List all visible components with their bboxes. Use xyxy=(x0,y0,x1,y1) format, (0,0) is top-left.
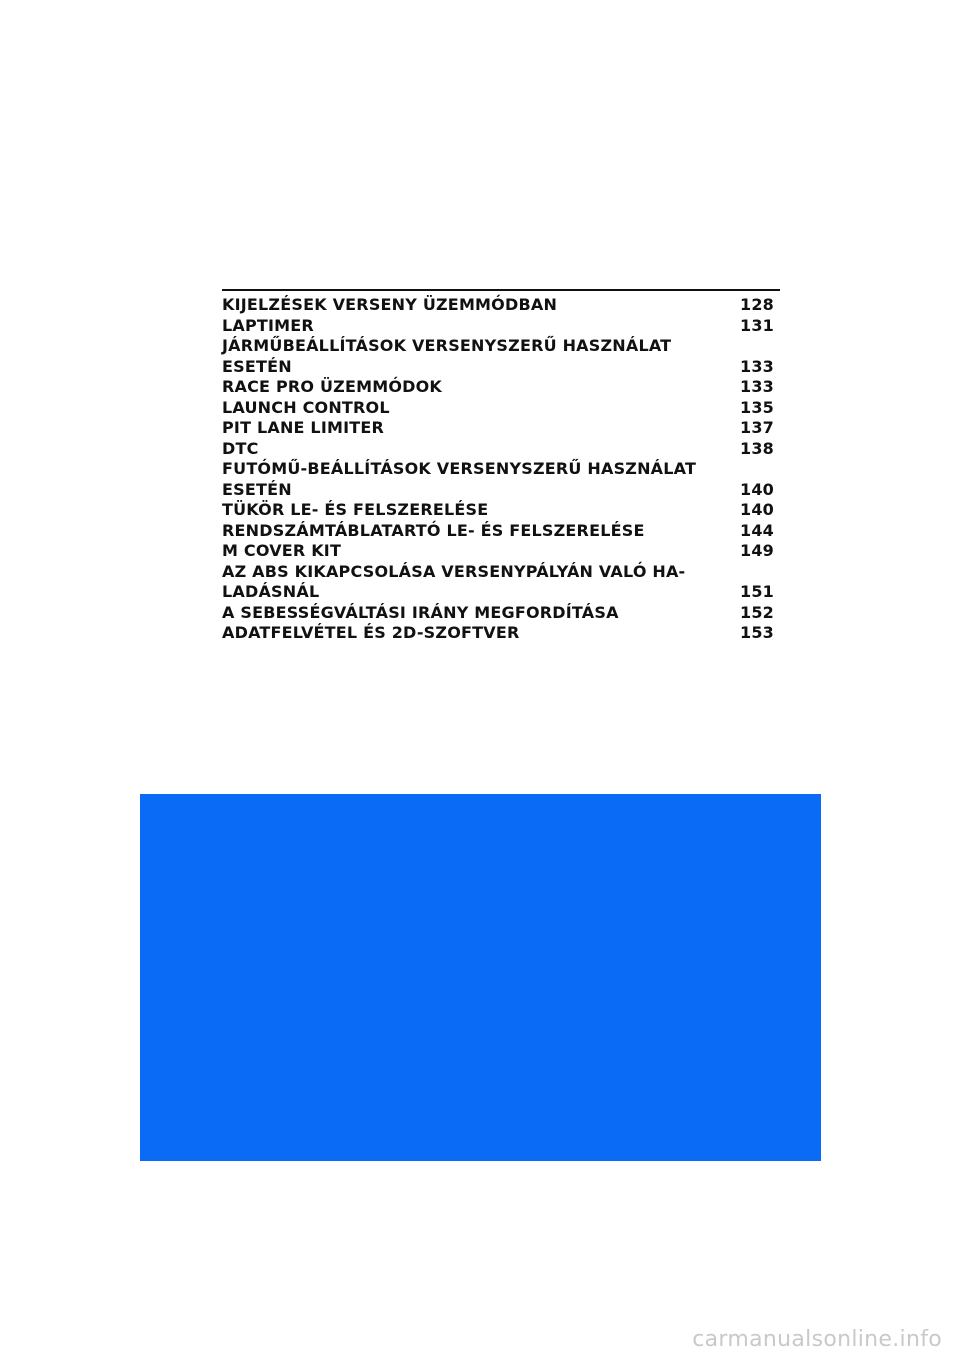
toc-entry-title: PIT LANE LIMITER xyxy=(222,418,385,437)
toc-entry-page: 137 xyxy=(740,418,774,437)
toc-entry-title: AZ ABS KIKAPCSOLÁSA VERSENYPÁLYÁN VALÓ HA- LADÁSNÁL xyxy=(222,561,686,601)
toc-entry[interactable] xyxy=(222,316,780,337)
toc-entry[interactable] xyxy=(222,295,780,316)
toc-entry-page: 128 xyxy=(740,295,774,314)
toc-entry-page: 144 xyxy=(740,520,774,540)
toc-entry-title: A SEBESSÉGVÁLTÁSI IRÁNY MEGFORDÍTÁSA xyxy=(222,602,619,622)
toc-entry-title: JÁRMŰBEÁLLÍTÁSOK VERSENYSZERŰ HASZNÁLAT ESETÉN xyxy=(222,336,672,376)
toc-entry-title: LAPTIMER xyxy=(222,315,314,335)
toc-entry-page: 131 xyxy=(740,315,774,335)
toc-entry-page: 152 xyxy=(740,602,774,622)
toc-entry-page: 133 xyxy=(740,356,774,376)
toc-entry[interactable] xyxy=(222,603,780,624)
toc-entry[interactable] xyxy=(222,541,780,562)
toc-entry[interactable] xyxy=(222,439,780,460)
toc-entry-title: LAUNCH CONTROL xyxy=(222,397,390,417)
toc-entry[interactable] xyxy=(222,521,780,542)
toc-entry[interactable] xyxy=(222,336,780,377)
blue-color-panel xyxy=(140,794,821,1161)
toc-entry-title: KIJELZÉSEK VERSENY ÜZEMMÓDBAN xyxy=(222,295,558,314)
toc-entry-title: TÜKÖR LE- ÉS FELSZERELÉSE xyxy=(222,500,489,519)
toc-entry-title: M COVER KIT xyxy=(222,541,342,560)
toc-entry-page: 138 xyxy=(740,438,774,458)
toc-entry-page: 149 xyxy=(740,541,774,560)
toc-entry-page: 153 xyxy=(740,623,774,642)
toc-entry-page: 151 xyxy=(740,582,774,601)
toc-entry[interactable] xyxy=(222,377,780,398)
watermark-text: carmanualsonline.info xyxy=(692,1327,942,1352)
toc-entry[interactable] xyxy=(222,398,780,419)
toc-entry-title: ADATFELVÉTEL ÉS 2D-SZOFTVER xyxy=(222,623,520,642)
toc-entry[interactable] xyxy=(222,418,780,439)
toc-entry[interactable] xyxy=(222,623,780,644)
toc-entry-title: RENDSZÁMTÁBLATARTÓ LE- ÉS FELSZERELÉSE xyxy=(222,520,645,540)
toc-entry-title: DTC xyxy=(222,438,259,458)
toc-entry-page: 135 xyxy=(740,397,774,417)
toc-entry-page: 140 xyxy=(740,479,774,499)
toc-entry-page: 140 xyxy=(740,500,774,519)
toc-entry-page: 133 xyxy=(740,377,774,396)
toc-entry[interactable] xyxy=(222,562,780,603)
toc-top-rule xyxy=(222,289,780,291)
toc-entry[interactable] xyxy=(222,500,780,521)
table-of-contents xyxy=(222,289,780,644)
toc-entry-title: RACE PRO ÜZEMMÓDOK xyxy=(222,377,443,396)
toc-list xyxy=(222,295,780,644)
toc-entry[interactable] xyxy=(222,459,780,500)
toc-entry-title: FUTÓMŰ-BEÁLLÍTÁSOK VERSENYSZERŰ HASZNÁLAT ESETÉN xyxy=(222,459,697,499)
